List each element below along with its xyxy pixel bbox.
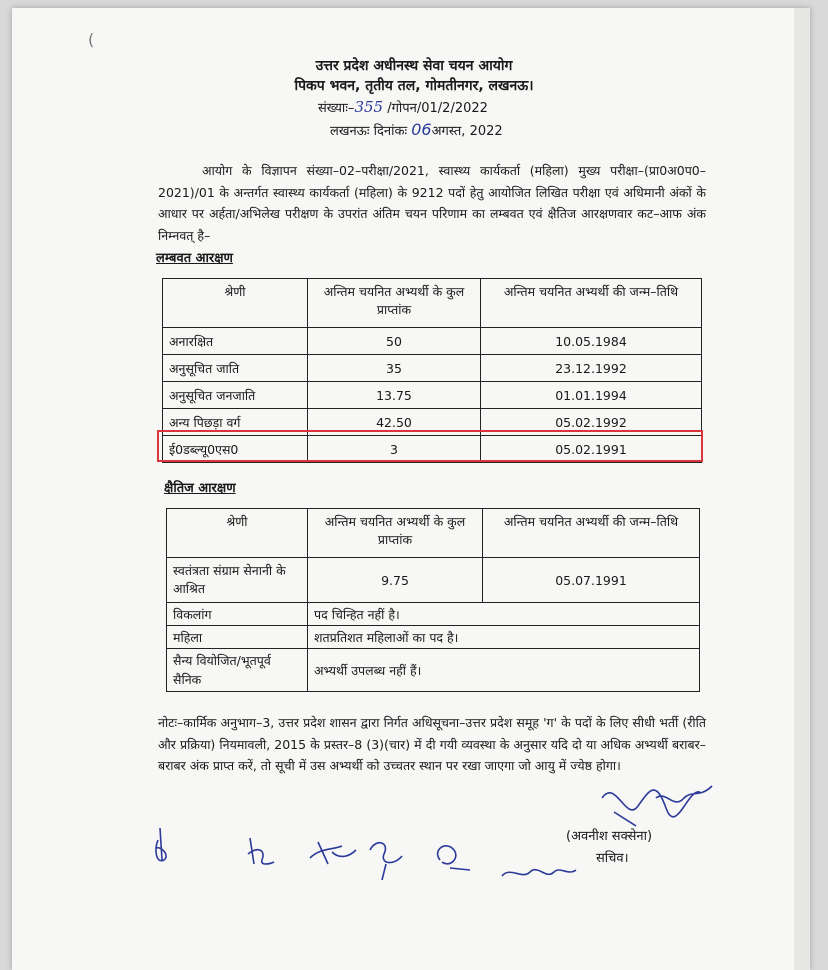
table-row: अन्य पिछड़ा वर्ग 42.50 05.02.1992 — [163, 409, 702, 436]
table-row: स्वतंत्रता संग्राम सेनानी के आश्रित 9.75 05.07.1991 — [167, 558, 700, 603]
org-address: पिकप भवन, तृतीय तल, गोमतीनगर, लखनऊ। — [294, 78, 534, 94]
table-row: अनारक्षित 50 10.05.1984 — [163, 328, 702, 355]
signatory-title: सचिव। — [596, 851, 629, 866]
intro-paragraph: आयोग के विज्ञापन संख्या–02–परीक्षा/2021, स्वास्थ्य कार्यकर्ता (महिला) मुख्य परीक्षा–(प्रा0अ0प0–2021)/01 के अन्तर्गत स्वास्थ्य कार्यकर्ता (महिला) के 9212 पदों हेतु आयोजित लिखित परीक्षा एवं अधिमानी अंकों के आधार पर अर्हता/अभिलेख परीक्षण के उपरांत अंतिम चयन परिणाम का लम्बवत एवं क्षैतिज आरक्षणवार कट–आफ अंक निम्नवत् है– — [158, 163, 706, 243]
table-row: विकलांग पद चिन्हित नहीं है। — [167, 603, 700, 626]
table-row: सैन्य वियोजित/भूतपूर्व सैनिक अभ्यर्थी उपलब्ध नहीं हैं। — [167, 649, 700, 692]
table-row-ews: ई0डब्ल्यू0एस0 3 05.02.1991 — [163, 436, 702, 463]
header-marks: अन्तिम चयनित अभ्यर्थी के कुल प्राप्तांक — [308, 509, 483, 558]
ews-highlight-box — [157, 430, 703, 462]
secretary-signature — [596, 768, 716, 828]
table-row: अनुसूचित जाति 35 23.12.1992 — [163, 355, 702, 382]
page-edge — [794, 8, 810, 970]
horizontal-reservation-table — [166, 508, 700, 692]
header-category: श्रेणी — [163, 279, 308, 328]
header-dob: अन्तिम चयनित अभ्यर्थी की जन्म–तिथि — [481, 279, 702, 328]
reference-number: संख्याः–355 /गोपन/01/2/2022 — [318, 98, 488, 116]
pen-mark: ( — [88, 30, 95, 49]
table-row: अनुसूचित जनजाति 13.75 01.01.1994 — [163, 382, 702, 409]
table-row: महिला शतप्रतिशत महिलाओं का पद है। — [167, 626, 700, 649]
signatory-name: (अवनीश सक्सेना) — [566, 829, 653, 844]
header-category: श्रेणी — [167, 509, 308, 558]
horizontal-reservation-title: क्षैतिज आरक्षण — [164, 481, 236, 496]
header-dob: अन्तिम चयनित अभ्यर्थी की जन्म–तिथि — [483, 509, 700, 558]
org-name: उत्तर प्रदेश अधीनस्थ सेवा चयन आयोग — [315, 58, 513, 74]
member-initials — [150, 820, 590, 900]
header-marks: अन्तिम चयनित अभ्यर्थी के कुल प्राप्तांक — [308, 279, 481, 328]
vertical-reservation-title: लम्बवत आरक्षण — [156, 251, 233, 266]
table-header-row — [163, 279, 702, 328]
note-paragraph: नोटः–कार्मिक अनुभाग–3, उत्तर प्रदेश शासन द्वारा निर्गत अधिसूचना–उत्तर प्रदेश समूह 'ग' के पदों के लिए सीधी भर्ती (रीति और प्रक्रिया) नियमावली, 2015 के प्रस्तर–8 (3)(चार) में दी गयी व्यवस्था के अनुसार यदि दो या अधिक अभ्यर्थी बराबर–बराबर अंक प्राप्त करें, तो सूची में उस अभ्यर्थी को उच्चतर स्थान पर रखा जाएगा जो आयु में ज्येष्ठ होगा। — [158, 715, 706, 773]
table-header-row — [167, 509, 700, 558]
date-line: लखनऊः दिनांकः 06अगस्त, 2022 — [330, 120, 503, 139]
